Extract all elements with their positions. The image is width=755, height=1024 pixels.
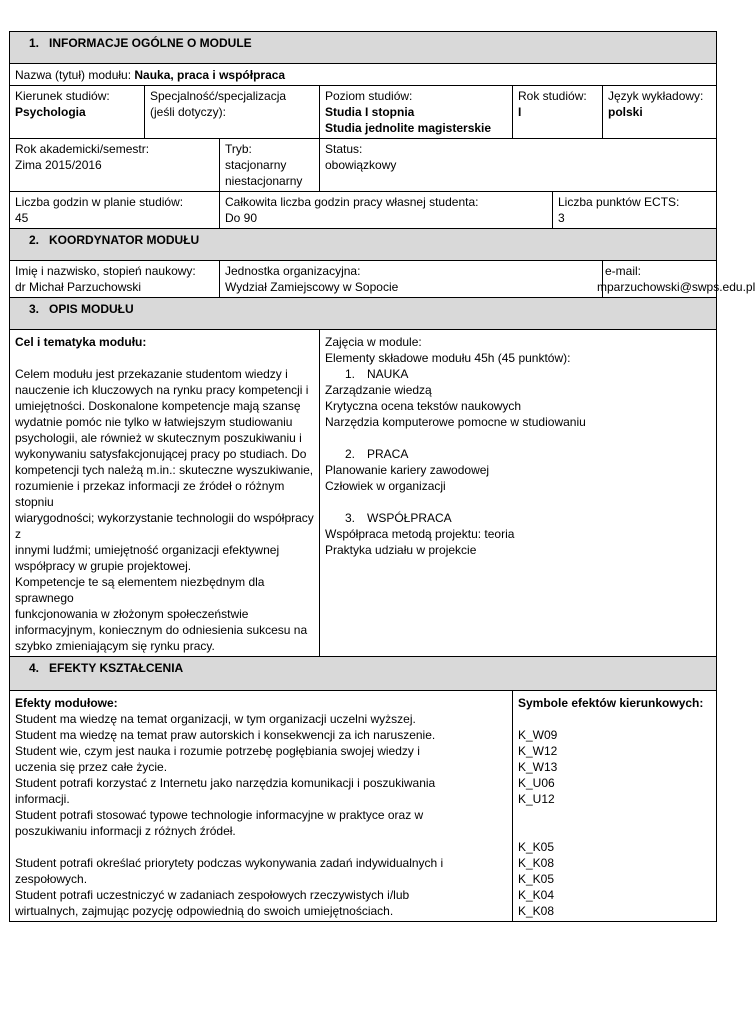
coordinator-email-cell: e-mail: mparzuchowski@swps.edu.pl xyxy=(603,261,717,298)
rok-studiow-cell: Rok studiów: I xyxy=(513,86,603,139)
ects-cell: Liczba punktów ECTS: 3 xyxy=(553,192,717,229)
module-name-cell: Nazwa (tytuł) modułu: Nauka, praca i współpraca xyxy=(10,64,717,86)
section-1-header: 1. INFORMACJE OGÓLNE O MODULE xyxy=(10,32,717,64)
poziom-cell: Poziom studiów: Studia I stopnia Studia jednolite magisterskie xyxy=(320,86,513,139)
kierunek-cell: Kierunek studiów: Psychologia xyxy=(10,86,145,139)
module-sheet xyxy=(9,31,755,922)
cel-i-tematyka-cell: Cel i tematyka modułu: Celem modułu jest przekazanie studentom wiedzy i nauczenie ich kluczowych na rynku pracy kompetencji i umiejętności. Doskonalone kompetencje mają szansę wydatnie pomóc nie tylko w łatwiejszym studiowaniu psychologii, ale również w skutecznym poszukiwaniu i wykonywaniu satysfakcjonującej pracy po studiach. Do kompetencji tych należą m.in.: skuteczne wyszukiwanie, rozumienie i przekaz informacji ze źródeł o różnym stopniu wiarygodności; wykorzystanie technologii do współpracy z innymi ludźmi; umiejętność organizacji efektywnej współpracy w grupie projektowej. Kompetencje te są elementem niezbędnym dla sprawnego funkcjonowania w złożonym społeczeństwie informacyjnym, koniecznym do odniesienia sukcesu na szybko zmieniającym się rynku pracy. xyxy=(10,330,320,657)
efekty-modulowe-cell: Efekty modułowe: Student ma wiedzę na temat organizacji, w tym organizacji uczelni wyższej. Student ma wiedzę na temat praw autorskich i konsekwencji za ich naruszenie. Student wie, czym jest nauka i rozumie potrzebę pogłębiania swojej wiedzy i uczenia się przez całe życie. Student potrafi korzystać z Internetu jako narzędzia komunikacji i poszukiwania informacji. Student potrafi stosować typowe technologie informacyjne w praktyce oraz w poszukiwaniu informacji z różnych źródeł. Student potrafi określać priorytety podczas wykonywania zadań indywidualnych i zespołowych. Student potrafi uczestniczyć w zadaniach zespołowych rzeczywistych i/lub wirtualnych, zajmując pozycję odpowiednią do swoich umiejętnościach. xyxy=(10,691,513,922)
coordinator-unit-cell: Jednostka organizacyjna: Wydział Zamiejscowy w Sopocie xyxy=(220,261,603,298)
section-2-header: 2. KOORDYNATOR MODUŁU xyxy=(10,229,717,261)
symbole-efektow-cell: Symbole efektów kierunkowych: K_W09 K_W12 K_W13 K_U06 K_U12 K_K05 K_K08 K_K05 K_K04 K_K08 xyxy=(513,691,717,922)
section-3-header: 3. OPIS MODUŁU xyxy=(10,298,717,330)
rok-akademicki-cell: Rok akademicki/semestr: Zima 2015/2016 xyxy=(10,139,220,192)
tryb-cell: Tryb: stacjonarny niestacjonarny xyxy=(220,139,320,192)
specjalnosc-cell: Specjalność/specjalizacja (jeśli dotyczy): xyxy=(145,86,320,139)
zajecia-w-module-cell: Zajęcia w module: Elementy składowe modułu 45h (45 punktów): 1. NAUKA Zarządzanie wiedzą Krytyczna ocena tekstów naukowych Narzędzia komputerowe pomocne w studiowaniu 2. PRACA Planowanie kariery zawodowej Człowiek w organizacji 3. WSPÓŁPRACA Współpraca metodą projektu: teoria Praktyka udziału w projekcie xyxy=(320,330,717,657)
coordinator-name-cell: Imię i nazwisko, stopień naukowy: dr Michał Parzuchowski xyxy=(10,261,220,298)
liczba-godzin-cell: Liczba godzin w planie studiów: 45 xyxy=(10,192,220,229)
module-info-table xyxy=(9,31,755,922)
praca-wlasna-cell: Całkowita liczba godzin pracy własnej studenta: Do 90 xyxy=(220,192,553,229)
jezyk-cell: Język wykładowy: polski xyxy=(603,86,717,139)
status-cell: Status: obowiązkowy xyxy=(320,139,717,192)
section-4-header: 4. EFEKTY KSZTAŁCENIA xyxy=(10,657,717,691)
